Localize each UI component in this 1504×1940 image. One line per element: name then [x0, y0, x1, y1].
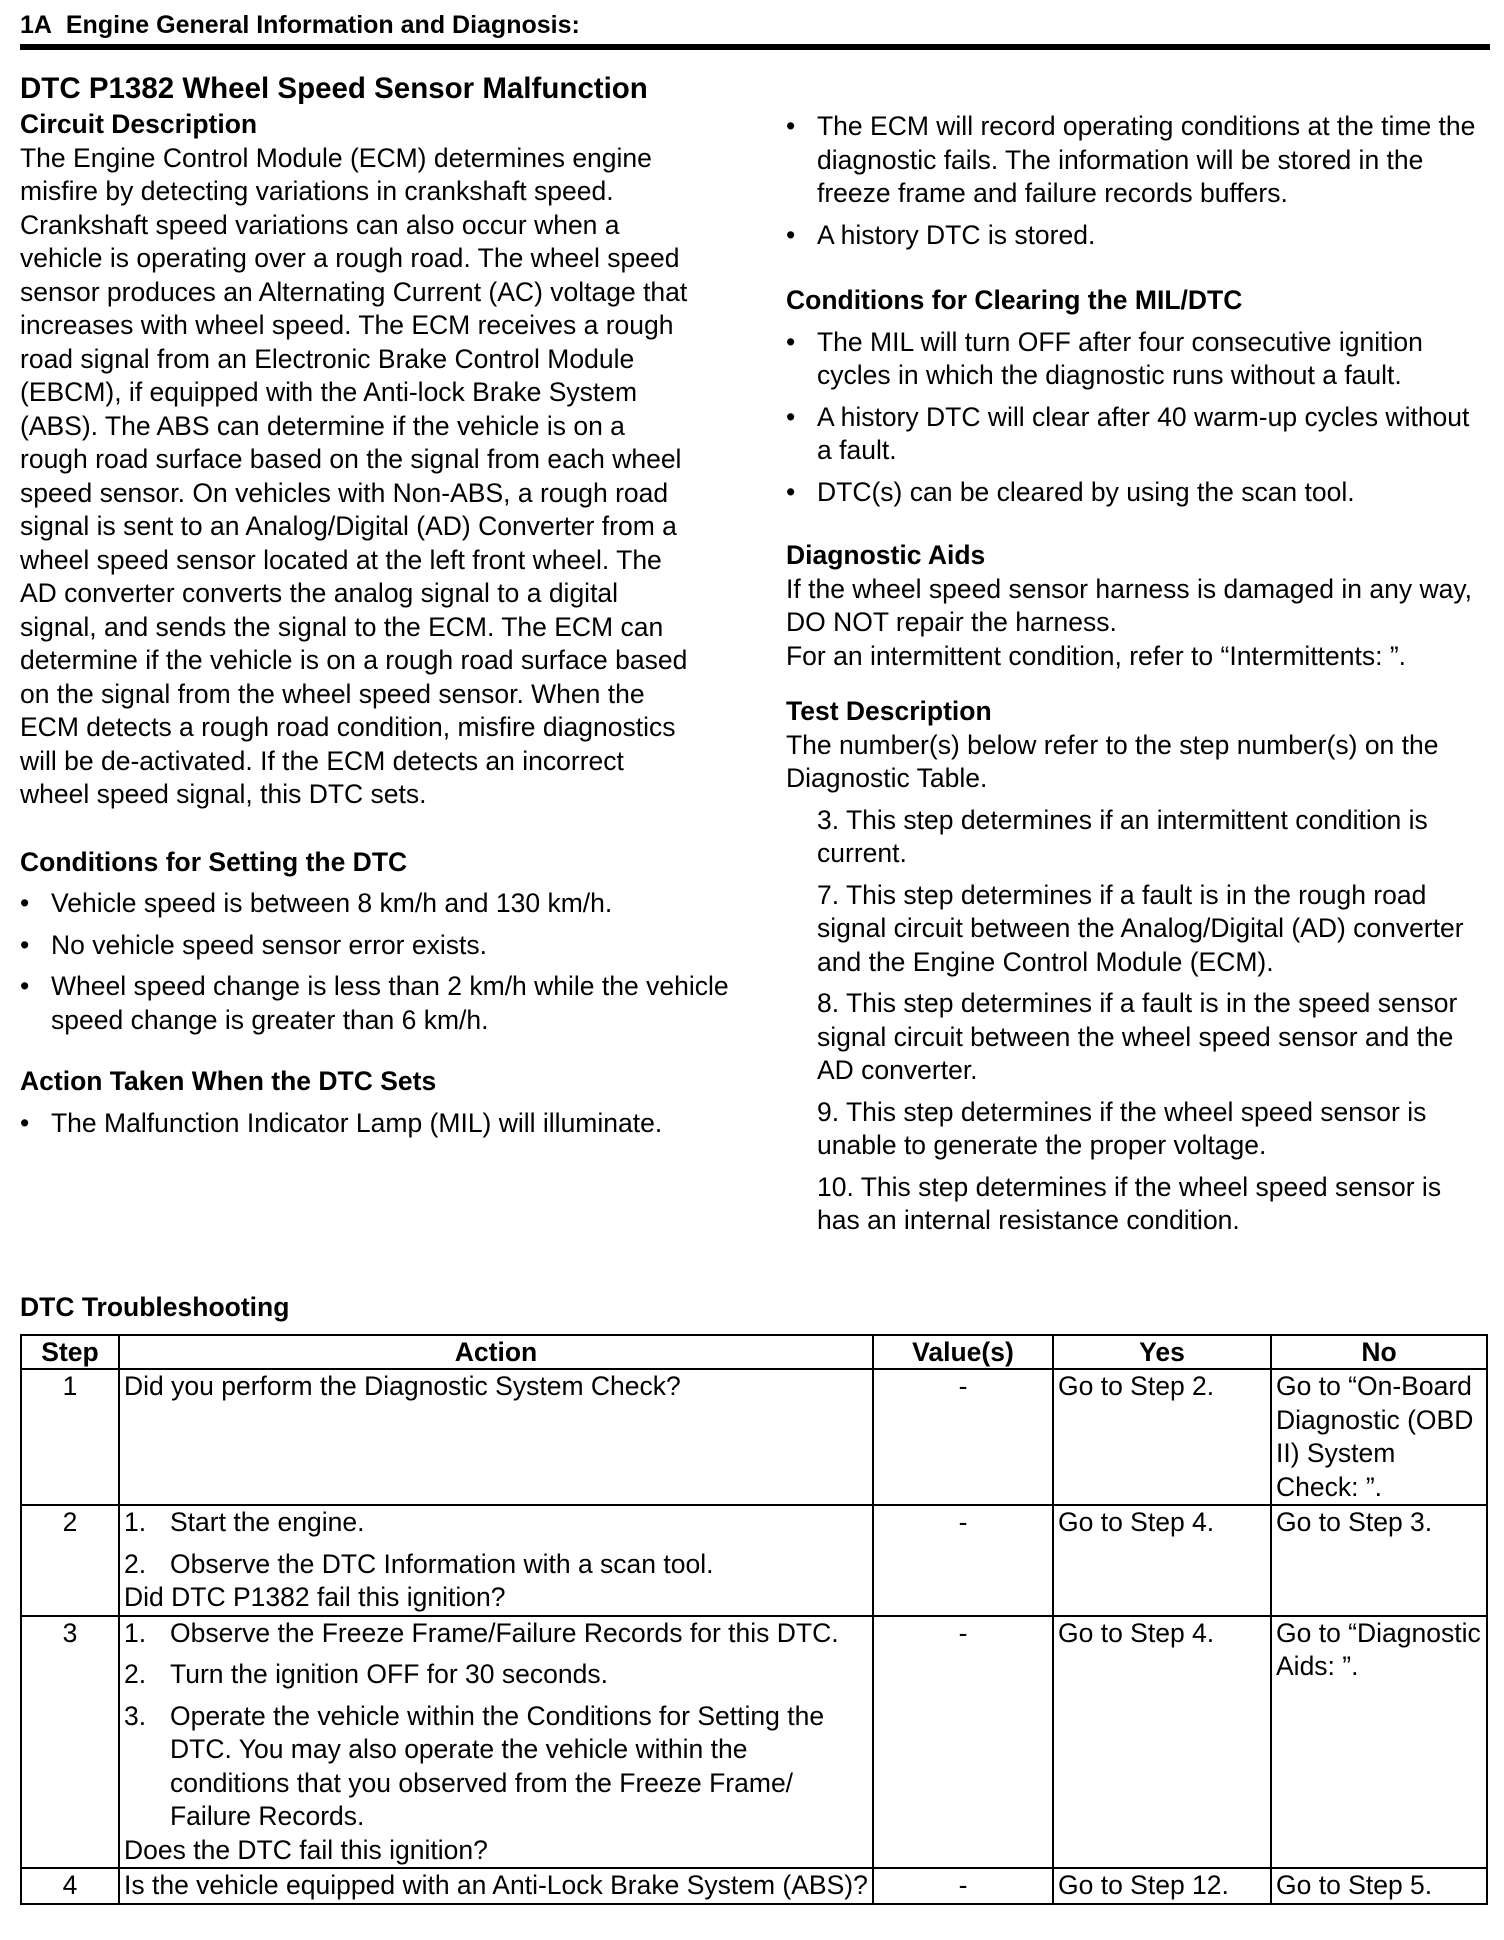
- item-number: 3.: [124, 1700, 147, 1731]
- text-line: vehicle is operating over a rough road. The wheel speed: [20, 243, 680, 273]
- circuit-description-text: [20, 142, 740, 812]
- yes-cell: Go to Step 4.: [1053, 1505, 1271, 1616]
- list-item: • A history DTC is stored.: [786, 219, 1491, 253]
- text-line: signal, and sends the signal to the ECM. The ECM can: [20, 611, 664, 642]
- text-line: AD converter converts the analog signal to a digital: [20, 578, 619, 608]
- circuit-description-heading: Circuit Description: [20, 109, 258, 139]
- left-column: [20, 70, 740, 1148]
- action-item: [124, 1700, 868, 1834]
- text-line: determine if the vehicle is on a rough road surface based: [20, 645, 688, 675]
- step-cell: 4: [21, 1868, 119, 1904]
- test-description-heading: Test Description: [786, 696, 992, 726]
- action-cell: [119, 1369, 873, 1505]
- text-line: ECM detects a rough road condition, misfire diagnostics: [20, 712, 676, 742]
- step-cell: 3: [21, 1616, 119, 1869]
- diagnostic-aids-heading: Diagnostic Aids: [786, 540, 986, 570]
- setting-heading: Conditions for Setting the DTC: [20, 846, 408, 877]
- setting-list: [20, 887, 740, 1037]
- right-column: [786, 110, 1491, 1246]
- text-line: sensor produces an Alternating Current (AC) voltage that: [20, 276, 688, 307]
- value-cell: -: [873, 1369, 1053, 1505]
- action-list-right: [786, 110, 1491, 252]
- diagnostic-aids-intermittent: For an intermittent condition, refer to “Intermittents: ”.: [786, 640, 1407, 671]
- troubleshooting-title: DTC Troubleshooting: [20, 1292, 290, 1322]
- clearing-heading: Conditions for Clearing the MIL/DTC: [786, 285, 1243, 315]
- yes-cell: Go to Step 12.: [1053, 1868, 1271, 1904]
- text-line: Crankshaft speed variations can also occur when a: [20, 209, 620, 240]
- text-line: rough road surface based on the signal from each wheel: [20, 444, 682, 474]
- action-cell: [119, 1616, 873, 1869]
- test-steps: [786, 804, 1491, 1238]
- list-item: • A history DTC will clear after 40 warm-up cycles without a fault.: [786, 401, 1491, 468]
- text-line: speed sensor. On vehicles with Non-ABS, a rough road: [20, 477, 669, 508]
- test-step: 3. This step determines if an intermittent condition is current.: [817, 804, 1428, 868]
- header-rule: [20, 44, 1490, 50]
- no-cell: Go to Step 3.: [1271, 1505, 1487, 1616]
- text-line: wheel speed signal, this DTC sets.: [20, 779, 427, 809]
- header-values: Value(s): [873, 1335, 1053, 1369]
- item-number: 2.: [124, 1659, 147, 1689]
- action-item: [124, 1617, 868, 1651]
- text-line: wheel speed sensor located at the left front wheel. The: [20, 544, 662, 575]
- text-line: on the signal from the wheel speed sensor. When the: [20, 678, 645, 709]
- text-line: (ABS). The ABS can determine if the vehicle is on a: [20, 410, 625, 441]
- text-line: The Engine Control Module (ECM) determines engine: [20, 142, 652, 173]
- text-line: road signal from an Electronic Brake Control Module: [20, 343, 635, 374]
- item-text: Operate the vehicle within the Conditions for Setting the DTC. You may also operate the vehicle within the conditions that you observed from the Freeze Frame/ Failure Records.: [170, 1700, 825, 1831]
- dtc-title: DTC P1382 Wheel Speed Sensor Malfunction: [20, 72, 648, 105]
- yes-cell: Go to Step 4.: [1053, 1616, 1271, 1869]
- list-item: • DTC(s) can be cleared by using the scan tool.: [786, 476, 1491, 510]
- step-cell: 1: [21, 1369, 119, 1505]
- table-header-row: [21, 1335, 1487, 1369]
- table-row: [21, 1868, 1487, 1904]
- action-cell: [119, 1868, 873, 1904]
- troubleshooting-table: [20, 1334, 1488, 1905]
- list-item: • The MIL will turn OFF after four consecutive ignition cycles in which the diagnostic runs without a fault.: [786, 326, 1491, 393]
- no-cell: Go to “Diagnostic Aids: ”.: [1271, 1616, 1487, 1869]
- value-cell: -: [873, 1616, 1053, 1869]
- item-text: Turn the ignition OFF for 30 seconds.: [170, 1659, 608, 1689]
- action-question: Did DTC P1382 fail this ignition?: [124, 1582, 506, 1612]
- header-no: No: [1271, 1335, 1487, 1369]
- action-item: [124, 1548, 868, 1582]
- value-cell: -: [873, 1505, 1053, 1616]
- action-item: [124, 1658, 868, 1692]
- item-text: Start the engine.: [170, 1507, 365, 1537]
- item-text: Observe the Freeze Frame/Failure Records for this DTC.: [170, 1617, 839, 1648]
- item-number: 2.: [124, 1548, 147, 1579]
- diagnostic-aids-text: If the wheel speed sensor harness is damaged in any way, DO NOT repair the harness.: [786, 573, 1472, 637]
- test-description-intro: The number(s) below refer to the step number(s) on the Diagnostic Table.: [786, 729, 1439, 793]
- section-number: 1A: [20, 11, 52, 39]
- table-row: [21, 1616, 1487, 1869]
- header-yes: Yes: [1053, 1335, 1271, 1369]
- item-number: 1.: [124, 1507, 147, 1537]
- value-cell: -: [873, 1868, 1053, 1904]
- table-row: [21, 1505, 1487, 1616]
- text-line: (EBCM), if equipped with the Anti-lock Brake System: [20, 377, 638, 407]
- header-step: Step: [21, 1335, 119, 1369]
- list-item: • The ECM will record operating conditions at the time the diagnostic fails. The information will be stored in the freeze frame and failure records buffers.: [786, 110, 1491, 211]
- action-question: Did you perform the Diagnostic System Check?: [124, 1371, 681, 1401]
- text-line: misfire by detecting variations in crankshaft speed.: [20, 176, 614, 206]
- item-text: Observe the DTC Information with a scan tool.: [170, 1548, 714, 1579]
- test-step: 8. This step determines if a fault is in the speed sensor signal circuit between the wheel speed sensor and the AD converter.: [817, 988, 1458, 1085]
- step-cell: 2: [21, 1505, 119, 1616]
- no-cell: Go to Step 5.: [1271, 1868, 1487, 1904]
- list-item: • Vehicle speed is between 8 km/h and 130 km/h.: [20, 887, 740, 921]
- action-list-left: [20, 1107, 740, 1141]
- test-step: 9. This step determines if the wheel speed sensor is unable to generate the proper voltage.: [817, 1096, 1427, 1160]
- action-question: Does the DTC fail this ignition?: [124, 1834, 488, 1865]
- list-item: • Wheel speed change is less than 2 km/h while the vehicle speed change is greater than 6 km/h.: [20, 970, 740, 1037]
- clearing-list: [786, 326, 1491, 510]
- text-line: increases with wheel speed. The ECM receives a rough: [20, 310, 674, 340]
- item-number: 1.: [124, 1617, 147, 1648]
- action-heading: Action Taken When the DTC Sets: [20, 1066, 437, 1096]
- page-header: [20, 8, 1490, 42]
- table-row: [21, 1369, 1487, 1505]
- header-action: Action: [119, 1335, 873, 1369]
- action-item: [124, 1506, 868, 1540]
- text-line: will be de-activated. If the ECM detects an incorrect: [20, 745, 624, 776]
- test-step: 7. This step determines if a fault is in the rough road signal circuit between the Analog/Digital (AD) converter and the Engine Control Module (ECM).: [817, 879, 1464, 977]
- action-cell: [119, 1505, 873, 1616]
- no-cell: Go to “On-Board Diagnostic (OBD II) System Check: ”.: [1271, 1369, 1487, 1505]
- yes-cell: Go to Step 2.: [1053, 1369, 1271, 1505]
- text-line: signal is sent to an Analog/Digital (AD) Converter from a: [20, 511, 677, 541]
- section-title: Engine General Information and Diagnosis:: [65, 11, 580, 39]
- action-question: Is the vehicle equipped with an Anti-Lock Brake System (ABS)?: [124, 1870, 868, 1900]
- list-item: • The Malfunction Indicator Lamp (MIL) will illuminate.: [20, 1107, 740, 1141]
- list-item: • No vehicle speed sensor error exists.: [20, 929, 740, 963]
- test-step: 10. This step determines if the wheel speed sensor is has an internal resistance condition.: [817, 1171, 1442, 1235]
